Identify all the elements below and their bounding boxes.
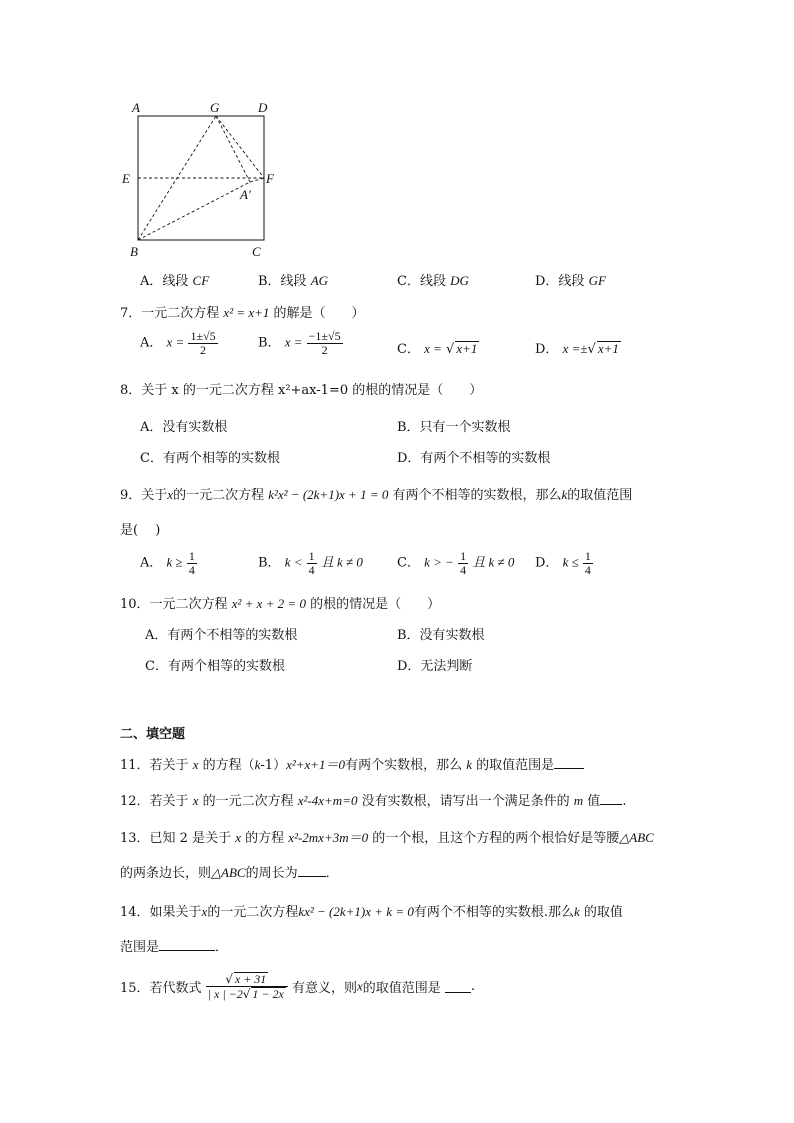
q7-option-b: B． x = $\frac{-1\pm√5}{2}$	[258, 329, 341, 357]
q14-line2: 范围是 ．	[120, 940, 229, 955]
q6-option-b: B．线段 AG	[258, 273, 329, 289]
label-e: E	[122, 171, 130, 186]
line-g-f	[216, 116, 264, 178]
q10-stem: 10．一元二次方程 x² + x + 2 = 0 的根的情况是（ ）	[120, 596, 441, 612]
q8-option-b: B．只有一个实数根	[397, 420, 511, 435]
q12: 12．若关于 x 的一元二次方程 x²-4x+m=0 没有实数根，请写出一个满足条件的 m 值 .	[120, 793, 627, 809]
q10-option-c: C．有两个相等的实数根	[145, 659, 285, 674]
q13: 13．已知 2 是关于 x 的方程 x²-2mx+3m＝0 的一个根，且这个方程的两个根恰好是等腰△ABC	[120, 830, 654, 846]
q7-option-a: A． x = $\frac{1\pm√5}{2}$	[140, 329, 216, 357]
q8-stem: 8．关于 x 的一元二次方程 x²+ax-1=0 的根的情况是（ ）	[120, 383, 483, 398]
line-aprime-f	[250, 178, 264, 182]
q11: 11．若关于 x 的方程（k-1）x²+x+1＝0有两个实数根，那么 k 的取值范围是	[120, 754, 584, 773]
geometry-figure	[118, 98, 288, 263]
label-f: F	[266, 171, 274, 186]
q8-option-c: C．有两个相等的实数根	[140, 451, 280, 466]
line-g-aprime	[216, 116, 250, 182]
q9-option-b: B． k < $\frac{1}{4}$ 且 k ≠ 0	[258, 549, 363, 577]
q14-answer-blank[interactable]	[159, 938, 215, 951]
q9-option-d: D． k ≤ $\frac{1}{4}$	[535, 549, 591, 577]
label-d: D	[258, 100, 268, 115]
q6-option-d: D．线段 GF	[535, 273, 606, 289]
q13-answer-blank[interactable]	[298, 864, 326, 877]
label-g: G	[210, 100, 220, 115]
q10-option-a: A．有两个不相等的实数根	[145, 628, 298, 643]
q9-stem-line2: 是( )	[120, 523, 161, 538]
q7-option-c: C． x = √ x+1	[397, 341, 478, 357]
q9-option-a: A． k ≥ $\frac{1}{4}$	[140, 549, 195, 577]
q15-fraction: $\frac{√ x + 31}{| x | -2√ 1 - 2x}$	[206, 972, 288, 1001]
label-a-prime: A′	[240, 187, 251, 202]
q6-option-c: C．线段 DG	[397, 273, 469, 289]
q7-option-d: D． x =±√ x+1	[535, 341, 619, 357]
q13-line2: 的两条边长，则△ABC的周长为 ．	[120, 865, 339, 881]
q8-option-d: D．有两个不相等的实数根	[397, 451, 551, 466]
q10-option-d: D．无法判断	[397, 659, 473, 674]
q9-option-c: C． k > − $\frac{1}{4}$ 且 k ≠ 0	[397, 549, 515, 577]
q15: 15．若代数式 $\frac{√ x + 31}{| x | -2√ 1 - 2x}$ 有意义，则x的取值范围是 .	[120, 972, 476, 1002]
q11-answer-blank[interactable]	[554, 756, 584, 769]
line-b-aprime	[138, 182, 250, 240]
q14: 14．如果关于x的一元二次方程kx² − (2k+1)x + k = 0有两个不相等的实数根.那么k 的取值	[120, 904, 623, 920]
q6-option-a: A．线段 CF	[140, 273, 210, 289]
q15-answer-blank[interactable]	[445, 980, 471, 993]
q8-option-a: A．没有实数根	[140, 420, 228, 435]
label-b: B	[130, 244, 138, 259]
section-title-fill-blank: 二、填空题	[120, 727, 186, 742]
q9-stem: 9．关于x的一元二次方程 k²x² − (2k+1)x + 1 = 0 有两个不相等的实数根，那么k的取值范围	[120, 487, 633, 503]
label-c: C	[252, 244, 261, 259]
label-a: A	[132, 100, 140, 115]
q7-stem: 7．一元二次方程 x² = x+1 的解是（ ）	[120, 305, 365, 321]
q10-option-b: B．没有实数根	[397, 628, 485, 643]
q12-answer-blank[interactable]	[600, 792, 622, 805]
